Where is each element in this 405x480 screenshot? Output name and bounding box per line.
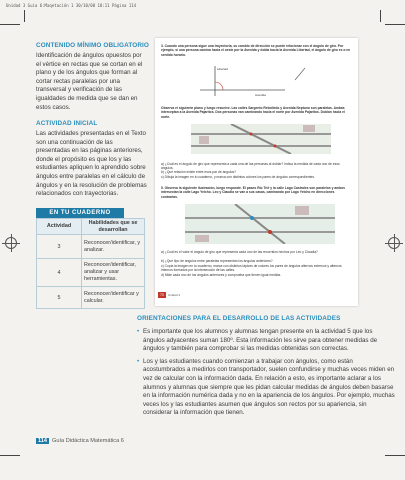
bullet-icon: • [137,328,140,335]
table-cell: 5 [37,287,82,309]
lago-yelcho-illustration [185,204,335,244]
table-cell: 3 [37,235,82,259]
crop-mark [0,24,20,25]
table-header-row [37,219,145,235]
map-label: Avenida [255,93,266,97]
list-item [137,358,395,418]
crop-mark [385,24,405,25]
page-number: 114 [38,438,48,444]
bullet-icon: • [137,357,140,365]
table-cell: Reconocer/identificar y calcular. [82,287,145,309]
crop-mark [24,10,25,22]
crop-mark [0,455,20,456]
file-info-header: Unidad 3 Guia 6:Maqetación 1 30/10/08 18:11 Página 114 [6,3,137,8]
page-footer [36,438,124,444]
orientaciones-title: ORIENTACIONES PARA EL DESARROLLO DE LAS ACTIVIDADES [137,315,341,322]
registration-mark-icon [388,237,400,249]
contenido-title: CONTENIDO MÍNIMO OBLIGATORIO [36,42,149,49]
map-label: Libertad [217,67,228,71]
table-header: Habilidades que se desarrollan [82,219,145,235]
table-row [37,287,145,309]
orientaciones-list [137,328,395,422]
question-b: b) ¿Qué relación existe entre esos par de ángulos? [161,170,236,174]
bullet-text: Es importante que los alumnos y alumnas tengan presente en la actividad 5 que los ángulos adyacentes suman 180º. Esta información les sirve para obtener medidas de ángulos y también para comprobar si las medidas obtenidas son correctas. [143,328,378,353]
footer-text: Guía Didáctica Matemática 6 [52,438,124,444]
table-row [37,235,145,259]
actividad-text: Las actividades presentadas en el Texto son una continuación de las presentadas en las páginas anteriores, donde el propósito es que los y las estudiantes apliquen lo aprendido sobre ángulos entre paralelas en el cálculo de ángulos y en la resolución de problemas relacionados con trayectorias. [36,130,147,198]
inner-page-number: 70 [158,292,166,298]
item-4-text: Observa el siguiente plano y luego resuelve. Las calles Sargento Rebolledo y Avenida Neptuno son paralelas. Ambas interceptan a la Avenida Pajaritos. Dos personas van caminando hacia el norte por Avenida Pajaritos. Doblan hacia el norte. [161,106,345,119]
habilidades-table [36,218,145,309]
table-cell: Reconocer/identificar, y analizar. [82,235,145,259]
item-3-text: 3. Cuando una persona sigue una trayectoria, su cambio de dirección se puede relacionar con el ángulo de giro. Por ejemplo, si una persona camina hacia el oeste por la Avenida y dobla hacia la Avenida Libertad, el ángulo de giro es α en sentido horario. [161,44,351,57]
table-row [37,259,145,287]
question-c: c) Dibuja la imagen en tu cuaderno, y marca con distintos colores los pares de ángulos correspondientes. [161,175,315,179]
question-5c: c) Copia la imagen en tu cuaderno, marca con distintos lápices de colores los pares de ángulos alternos externos y alternos internos formados por la intersección de las calles. [161,264,342,273]
student-text-page [155,38,358,306]
registration-mark-icon [5,237,17,249]
cuaderno-label: EN TU CUADERNO [36,208,124,218]
crop-mark [385,455,405,456]
list-item [137,328,395,354]
question-5b: b) ¿Qué tipo de ángulos entre paralelas representan los ángulos anteriores? [161,259,273,263]
question-5d: d) Mide cada uno de los ángulos anteriores y comprueba que tienen igual medida. [161,273,282,277]
crop-mark [380,10,381,22]
table-cell: 4 [37,259,82,287]
pajaritos-map-illustration [191,124,331,154]
contenido-text: Identificación de ángulos opuestos por el vértice en rectas que se cortan en el plano y de los ángulos que forman al cortar rectas paralelas por una transversal y verificación de las igualdades de medida que se dan en estos casos. [36,52,143,111]
bullet-text: Los y las estudiantes cuando comienzan a trabajar con ángulos, como están acostumbrados a medirlos con transportador, suelen confundirse y muchas veces miden en vez de calcular con la información dada. En relación a esto, es importante aclarar a los alumnos y alumnas que siempre que les pidan calcular medidas de ángulos deben basarse en la información numérica dada y no en la apariencia de los ángulos. Por ejemplo, muchas veces los y las estudiantes asumen que ángulos son rectos por su apariencia, sin considerar la información que tienen. [143,357,395,417]
question-5a: a) ¿Cuál es el valor el ángulo de giro que representa cada uno de las recorridos hechos por Leo y Claudia? [161,250,318,254]
item-5-text: 5. Observa la siguiente ilustración, luego responde. El paseo Río Trié y la calle Lago Castrales son paralelos y ambos intersectan la calle Lago Yelcho. Leo y Claudia se van a sus casas, caminando por Lago Yelcho en direcciones contrarias. [161,186,345,199]
inner-page-unit: Unidad 3 [168,293,181,297]
question-a: a) ¿Cuál es el ángulo de giro que representa a cada una de las personas al doblar? Indica la medida de cada uno de esos ángulos. [161,162,340,171]
table-header: Actividad [37,219,82,235]
table-cell: Reconocer/identificar, analizar y usar herramientas. [82,259,145,287]
actividad-title: ACTIVIDAD INICIAL [36,120,98,127]
street-map-illustration [195,60,315,102]
